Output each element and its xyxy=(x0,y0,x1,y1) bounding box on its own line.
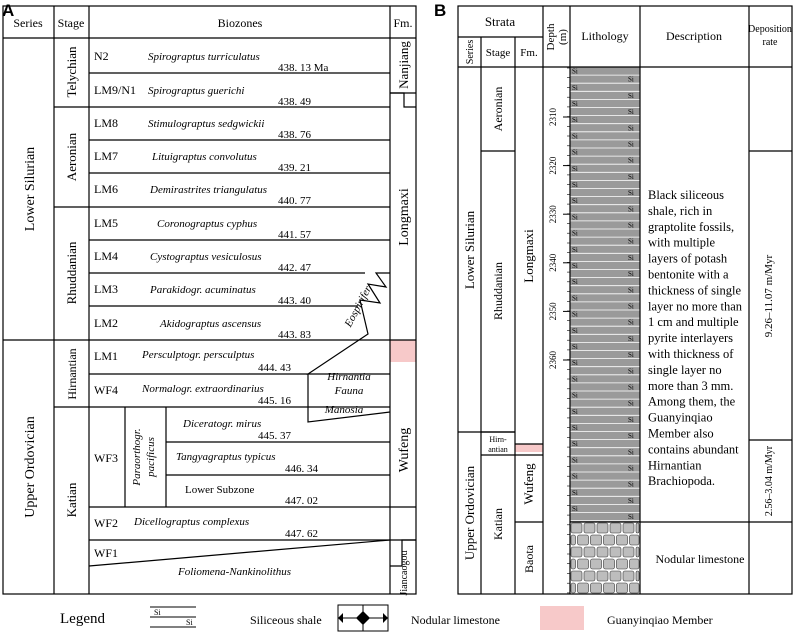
si-mark: Si xyxy=(628,108,634,117)
limestone-nodule xyxy=(591,559,602,569)
si-mark: Si xyxy=(572,294,578,303)
si-mark: Si xyxy=(572,424,578,432)
si-mark: Si xyxy=(628,367,634,376)
fm-longmaxi-a: Longmaxi xyxy=(397,188,412,246)
limestone-nodule xyxy=(591,583,602,593)
stage-rhuddanian-a: Rhuddanian xyxy=(64,241,79,305)
description-line: Member also xyxy=(648,426,714,441)
si-mark: Si xyxy=(572,132,578,141)
si-mark: Si xyxy=(628,205,634,214)
description-line: bentonite with a xyxy=(648,267,729,282)
panel-a-letter: A xyxy=(2,1,15,20)
legend-siliceous-label: Siliceous shale xyxy=(250,613,322,627)
zone-code: LM1 xyxy=(94,349,118,363)
zone-code: LM6 xyxy=(94,182,118,196)
si-mark: Si xyxy=(572,472,578,481)
legend-limestone-label: Nodular limestone xyxy=(411,613,500,627)
fm-nanjiang-a: Nanjiang xyxy=(396,41,411,89)
zone-lm2 xyxy=(94,316,312,341)
zone-age: 440. 77 xyxy=(278,195,311,207)
zone-age: 445. 16 xyxy=(258,395,291,407)
si-mark: Si xyxy=(572,505,578,513)
si-mark: Si xyxy=(628,432,634,441)
limestone-nodule xyxy=(610,571,621,581)
si-mark: Si xyxy=(572,229,578,238)
description-line: Guanyinqiao xyxy=(648,410,713,425)
zone-age: 443. 40 xyxy=(278,295,311,307)
zone-age: 447. 62 xyxy=(285,528,318,540)
header-stage-a: Stage xyxy=(57,16,85,30)
zone-lm4 xyxy=(94,249,312,274)
si-mark: Si xyxy=(572,245,578,254)
guanyinqiao-band-a xyxy=(390,340,416,362)
zone-name: Dicellograptus complexus xyxy=(134,516,250,528)
header-fm-a: Fm. xyxy=(393,16,413,30)
wf3-age-mirus: 445. 37 xyxy=(258,430,291,442)
limestone-nodule xyxy=(571,571,582,581)
zone-name: Lituigraptus convolutus xyxy=(152,151,257,163)
depth-label: 2310 xyxy=(548,108,558,126)
si-mark: Si xyxy=(628,399,634,408)
wf3-group-line1: Paraorthogr. xyxy=(131,428,143,486)
wf3-age-lower: 447. 02 xyxy=(285,495,318,507)
si-mark: Si xyxy=(572,116,578,125)
limestone-nodule xyxy=(617,583,628,593)
stage-hirnantian-a: Hirnantian xyxy=(65,348,79,400)
legend xyxy=(60,605,713,631)
limestone-nodule xyxy=(617,535,628,545)
header-strata-b: Strata xyxy=(484,14,516,29)
stage-aeronian-b: Aeronian xyxy=(491,86,505,132)
stage-katian-b: Katian xyxy=(491,508,505,540)
series-upper-ordovician-a: Upper Ordovician xyxy=(23,416,38,518)
si-mark: Si xyxy=(572,456,578,465)
zone-age: 444. 43 xyxy=(258,362,291,374)
si-mark: Si xyxy=(628,448,634,457)
limestone-nodule xyxy=(617,559,628,569)
wf3-age-typicus: 446. 34 xyxy=(285,463,318,475)
si-mark: Si xyxy=(572,391,578,400)
depth-label: 2340 xyxy=(548,253,558,272)
limestone-nodule xyxy=(623,547,634,557)
fauna-hirnantia-line2: Fauna xyxy=(334,385,364,397)
limestone-pattern xyxy=(571,523,639,593)
si-mark: Si xyxy=(572,310,578,319)
depth-label: 2360 xyxy=(548,351,558,369)
si-mark: Si xyxy=(572,100,578,108)
limestone-nodule xyxy=(578,559,589,569)
zone-age: 441. 57 xyxy=(278,229,311,241)
limestone-nodule xyxy=(630,559,640,569)
zone-lm9 xyxy=(94,83,312,108)
limestone-nodule xyxy=(578,535,589,545)
si-mark: Si xyxy=(628,415,634,424)
header-fm-b: Fm. xyxy=(520,47,538,59)
header-depth-unit-b: (m) xyxy=(557,29,569,45)
header-stage-b: Stage xyxy=(485,47,511,59)
description-line: Brachiopoda. xyxy=(648,474,715,489)
wf3-subzone-lower: Lower Subzone xyxy=(185,484,255,496)
header-deposition-b: Deposition xyxy=(748,24,792,35)
si-mark: Si xyxy=(628,351,634,360)
si-mark: Si xyxy=(628,334,634,343)
panel-b-letter: B xyxy=(434,1,447,20)
stage-katian-a: Katian xyxy=(64,482,79,518)
legend-si-2: Si xyxy=(186,618,193,627)
zone-name: Stimulograptus sedgwickii xyxy=(148,118,265,130)
limestone-nodule xyxy=(571,523,582,533)
description-line: thickness of single xyxy=(648,283,742,298)
fm-longmaxi-b: Longmaxi xyxy=(521,229,536,283)
si-mark: Si xyxy=(572,375,578,384)
zone-code: LM8 xyxy=(94,116,118,130)
limestone-nodule xyxy=(571,547,582,557)
si-mark: Si xyxy=(628,286,634,295)
description-line: single layer no xyxy=(648,362,722,377)
zone-code: N2 xyxy=(94,49,109,63)
si-mark: Si xyxy=(628,156,634,165)
header-biozones-a: Biozones xyxy=(217,16,263,30)
si-mark: Si xyxy=(628,189,634,198)
description-line: with thickness of xyxy=(648,347,734,361)
limestone-nodule xyxy=(597,523,608,533)
description-line: layer no more than xyxy=(648,299,743,314)
zone-code: WF3 xyxy=(94,451,118,465)
fauna-eospirifer: Eospirifer xyxy=(342,284,375,330)
wf3-subzone-mirus: Diceratogr. mirus xyxy=(183,418,262,430)
description-line: graptolite fossils, xyxy=(648,219,735,234)
legend-siliceous-symbol xyxy=(150,607,196,627)
si-mark: Si xyxy=(572,278,578,287)
limestone-nodule xyxy=(623,571,634,581)
description-line: Black siliceous xyxy=(648,188,725,202)
limestone-nodule xyxy=(630,535,640,545)
depth-label: 2320 xyxy=(548,156,558,175)
rate-upper: 9.26–11.07 m/Myr xyxy=(763,254,775,338)
zone-age: 438. 49 xyxy=(278,96,311,108)
si-mark: Si xyxy=(628,253,634,262)
limestone-nodule xyxy=(610,547,621,557)
header-description-b: Description xyxy=(666,29,722,43)
description-line: layers of potash xyxy=(648,251,728,266)
depth-label: 2350 xyxy=(548,302,558,321)
si-mark: Si xyxy=(628,221,634,230)
fm-jiancaogou-a: Jiancaogou xyxy=(399,550,410,596)
depth-label: 2330 xyxy=(548,205,558,224)
zone-name: Parakidogr. acuminatus xyxy=(150,284,256,296)
zone-age: 443. 83 xyxy=(278,329,311,341)
zone-name: Persculptogr. persculptus xyxy=(142,349,255,361)
fauna-manosia: Manosia xyxy=(324,404,364,416)
si-mark: Si xyxy=(572,213,578,222)
si-mark: Si xyxy=(628,383,634,392)
legend-limestone-symbol xyxy=(338,605,388,631)
description-text xyxy=(648,188,743,488)
description-nodular: Nodular limestone xyxy=(655,552,745,566)
zone-name: Foliomena-Nankinolithus xyxy=(178,566,292,578)
header-lithology-b: Lithology xyxy=(581,29,629,43)
limestone-nodule xyxy=(584,547,595,557)
wf3-group-line2: pacificus xyxy=(145,437,157,477)
guanyinqiao-band-b xyxy=(515,444,543,452)
description-line: pyrite interlayers xyxy=(648,331,734,346)
si-mark: Si xyxy=(628,464,634,473)
header-series-a: Series xyxy=(13,16,43,30)
zone-age: 439. 21 xyxy=(278,162,311,174)
si-mark: Si xyxy=(572,343,578,351)
si-mark: Si xyxy=(628,513,634,522)
description-line: Hirnantian xyxy=(648,458,702,473)
zone-name: Demirastrites triangulatus xyxy=(150,184,268,196)
stage-hirnantian-b-2: antian xyxy=(488,445,508,454)
wf3-subzone-typicus: Tangyagraptus typicus xyxy=(176,451,276,463)
description-line: more than 3 mm. xyxy=(648,378,734,393)
limestone-nodule xyxy=(636,523,639,533)
zone-lm5 xyxy=(94,216,312,241)
description-line: contains abundant xyxy=(648,442,739,457)
fm-wufeng-b: Wufeng xyxy=(521,463,536,505)
zone-name: Cystograptus vesiculosus xyxy=(150,251,262,263)
limestone-nodule xyxy=(584,523,595,533)
si-mark: Si xyxy=(628,270,634,279)
zone-wf4 xyxy=(94,383,292,407)
limestone-nodule xyxy=(584,571,595,581)
si-mark: Si xyxy=(572,407,578,416)
fm-baota-b: Baota xyxy=(522,545,536,573)
si-mark: Si xyxy=(572,262,578,270)
si-mark: Si xyxy=(572,197,578,206)
limestone-nodule xyxy=(597,571,608,581)
si-mark: Si xyxy=(628,237,634,246)
si-mark: Si xyxy=(572,488,578,497)
si-mark: Si xyxy=(628,140,634,149)
zone-lm3 xyxy=(94,282,312,307)
zone-code: LM7 xyxy=(94,149,118,163)
si-mark: Si xyxy=(572,83,578,92)
limestone-nodule xyxy=(636,547,639,557)
legend-title: Legend xyxy=(60,611,105,627)
description-line: shale, rich in xyxy=(648,203,713,218)
limestone-nodule xyxy=(597,547,608,557)
series-lower-silurian-b: Lower Silurian xyxy=(462,210,477,290)
rate-lower: 2.56–3.04 m/Myr xyxy=(764,445,775,517)
zone-code: LM3 xyxy=(94,282,118,296)
zone-code: WF2 xyxy=(94,516,118,530)
limestone-nodule xyxy=(623,523,634,533)
zone-code: WF4 xyxy=(94,383,118,397)
header-series-b: Series xyxy=(465,39,476,65)
legend-guanyinqiao-swatch xyxy=(540,606,584,630)
zone-name: Akidograptus ascensus xyxy=(160,318,262,330)
limestone-nodule xyxy=(578,583,589,593)
stage-hirnantian-b-1: Hirn- xyxy=(489,435,507,444)
limestone-nodule xyxy=(610,523,621,533)
zone-code: LM4 xyxy=(94,249,118,263)
zone-lm1 xyxy=(94,349,292,374)
si-mark: Si xyxy=(572,67,578,76)
depth-axis xyxy=(548,68,570,593)
zone-n2 xyxy=(94,49,329,74)
fauna-hirnantia-line1: Hirnantia xyxy=(327,371,371,383)
header-rate-b: rate xyxy=(762,37,778,48)
limestone-nodule xyxy=(591,535,602,545)
zone-name: Normalogr. extraordinarius xyxy=(142,383,264,395)
series-lower-silurian-a: Lower Silurian xyxy=(23,146,38,232)
si-mark: Si xyxy=(628,91,634,100)
si-mark: Si xyxy=(572,440,578,449)
si-mark: Si xyxy=(572,359,578,368)
limestone-nodule xyxy=(571,583,576,593)
zone-code: LM5 xyxy=(94,216,118,230)
legend-si-1: Si xyxy=(154,608,161,617)
zone-name: Spirograptus guerichi xyxy=(148,85,245,97)
si-mark: Si xyxy=(572,164,578,173)
limestone-nodule xyxy=(630,583,640,593)
zone-lm6 xyxy=(94,182,312,207)
si-mark: Si xyxy=(628,480,634,489)
si-mark: Si xyxy=(628,75,634,84)
limestone-nodule xyxy=(571,535,576,545)
zone-name: Spirograptus turriculatus xyxy=(148,51,260,63)
zone-wf3 xyxy=(94,418,319,507)
zone-age: 442. 47 xyxy=(278,262,311,274)
description-line: Among them, the xyxy=(648,394,736,409)
limestone-nodule xyxy=(604,583,615,593)
si-mark: Si xyxy=(628,302,634,311)
legend-guanyinqiao-label: Guanyinqiao Member xyxy=(607,613,713,627)
si-mark: Si xyxy=(572,148,578,157)
series-upper-ordovician-b: Upper Ordovician xyxy=(462,465,477,561)
si-mark: Si xyxy=(628,172,634,181)
si-mark: Si xyxy=(628,124,634,133)
zone-wf2 xyxy=(94,516,318,540)
zone-name: Coronograptus cyphus xyxy=(157,218,258,230)
limestone-nodule xyxy=(604,559,615,569)
zone-lm8 xyxy=(94,116,312,141)
limestone-nodule xyxy=(571,559,576,569)
si-mark: Si xyxy=(628,496,634,505)
zone-age: 438. 13 Ma xyxy=(278,62,329,74)
stage-rhuddanian-b: Rhuddanian xyxy=(491,262,505,320)
si-mark: Si xyxy=(572,181,578,189)
header-depth-b: Depth xyxy=(545,23,557,51)
limestone-nodule xyxy=(636,571,639,581)
description-line: with multiple xyxy=(648,235,716,250)
fm-wufeng-a: Wufeng xyxy=(397,427,412,473)
stage-aeronian-a: Aeronian xyxy=(64,132,79,182)
si-mark: Si xyxy=(628,318,634,327)
limestone-nodule xyxy=(604,535,615,545)
zone-code: LM9/N1 xyxy=(94,83,136,97)
description-line: 1 cm and multiple xyxy=(648,315,739,330)
zone-lm7 xyxy=(94,149,311,174)
si-mark: Si xyxy=(572,326,578,335)
zone-code: WF1 xyxy=(94,546,118,560)
zone-age: 438. 76 xyxy=(278,129,311,141)
stage-telychian-a: Telychian xyxy=(64,46,79,98)
zone-code: LM2 xyxy=(94,316,118,330)
